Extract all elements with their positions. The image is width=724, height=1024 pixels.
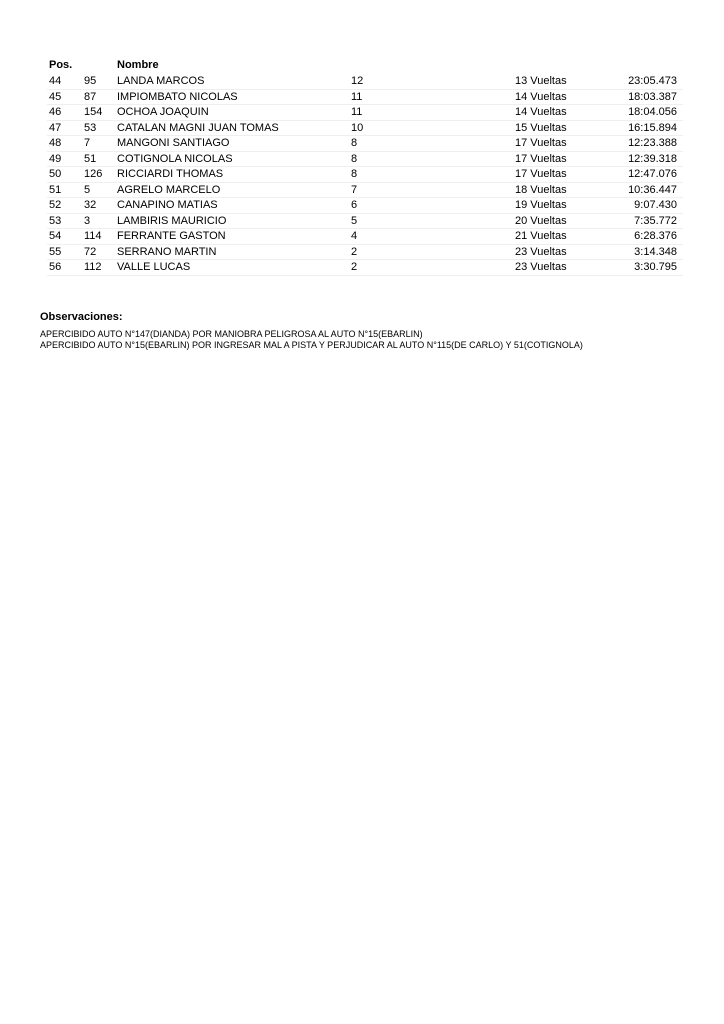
row-name: CANAPINO MATIAS bbox=[117, 199, 218, 211]
row-time: 18:04.056 bbox=[628, 106, 677, 118]
row-value: 7 bbox=[351, 183, 358, 196]
row-laps: 23 Vueltas bbox=[515, 245, 567, 258]
observations-title: Observaciones: bbox=[40, 311, 123, 323]
table-row bbox=[47, 214, 683, 230]
row-pos: 55 bbox=[49, 245, 62, 258]
row-pos: 46 bbox=[49, 106, 62, 118]
row-pos: 47 bbox=[49, 121, 62, 134]
observations-section bbox=[40, 311, 700, 351]
table-row bbox=[47, 245, 683, 261]
row-number: 32 bbox=[84, 199, 97, 211]
table-row bbox=[47, 167, 683, 183]
row-pos: 51 bbox=[49, 183, 62, 196]
row-value: 8 bbox=[351, 152, 358, 165]
table-row bbox=[47, 74, 683, 90]
header-name: Nombre bbox=[117, 59, 159, 71]
row-value: 5 bbox=[351, 214, 358, 227]
row-number: 112 bbox=[84, 261, 102, 273]
row-number: 51 bbox=[84, 152, 97, 165]
table-row bbox=[47, 183, 683, 199]
row-number: 3 bbox=[84, 214, 91, 227]
table-row bbox=[47, 260, 683, 276]
row-value: 2 bbox=[351, 245, 358, 258]
row-name: LAMBIRIS MAURICIO bbox=[117, 214, 227, 227]
row-name: SERRANO MARTIN bbox=[117, 245, 217, 258]
row-laps: 21 Vueltas bbox=[515, 230, 567, 242]
row-time: 12:47.076 bbox=[628, 168, 677, 180]
row-number: 114 bbox=[84, 230, 102, 242]
row-value: 4 bbox=[351, 230, 358, 242]
results-table bbox=[47, 58, 683, 276]
row-time: 3:30.795 bbox=[634, 261, 677, 273]
row-laps: 17 Vueltas bbox=[515, 152, 567, 165]
row-number: 95 bbox=[84, 75, 97, 87]
row-name: COTIGNOLA NICOLAS bbox=[117, 152, 233, 165]
row-time: 6:28.376 bbox=[634, 230, 677, 242]
row-pos: 56 bbox=[49, 261, 62, 273]
row-time: 7:35.772 bbox=[634, 214, 677, 227]
table-row bbox=[47, 105, 683, 121]
row-value: 8 bbox=[351, 137, 358, 149]
row-laps: 17 Vueltas bbox=[515, 168, 567, 180]
table-row bbox=[47, 121, 683, 137]
row-laps: 18 Vueltas bbox=[515, 183, 567, 196]
row-name: IMPIOMBATO NICOLAS bbox=[117, 90, 238, 103]
row-name: LANDA MARCOS bbox=[117, 75, 205, 87]
row-pos: 52 bbox=[49, 199, 62, 211]
table-header bbox=[47, 58, 683, 74]
row-pos: 54 bbox=[49, 230, 62, 242]
table-row bbox=[47, 229, 683, 245]
row-value: 11 bbox=[351, 90, 363, 103]
row-time: 18:03.387 bbox=[628, 90, 677, 103]
row-name: FERRANTE GASTON bbox=[117, 230, 226, 242]
row-time: 12:39.318 bbox=[628, 152, 677, 165]
row-number: 87 bbox=[84, 90, 97, 103]
row-time: 10:36.447 bbox=[628, 183, 677, 196]
row-laps: 19 Vueltas bbox=[515, 199, 567, 211]
row-value: 12 bbox=[351, 75, 364, 87]
row-time: 3:14.348 bbox=[634, 245, 677, 258]
row-time: 23:05.473 bbox=[628, 75, 677, 87]
row-pos: 48 bbox=[49, 137, 62, 149]
row-laps: 15 Vueltas bbox=[515, 121, 567, 134]
observation-line: APERCIBIDO AUTO N°147(DIANDA) POR MANIOBRA PELIGROSA AL AUTO N°15(EBARLIN) bbox=[40, 329, 423, 339]
row-pos: 49 bbox=[49, 152, 62, 165]
row-pos: 45 bbox=[49, 90, 62, 103]
row-pos: 50 bbox=[49, 168, 62, 180]
row-laps: 14 Vueltas bbox=[515, 106, 567, 118]
row-number: 53 bbox=[84, 121, 97, 134]
row-number: 154 bbox=[84, 106, 103, 118]
row-name: CATALAN MAGNI JUAN TOMAS bbox=[117, 121, 279, 134]
header-pos: Pos. bbox=[49, 59, 73, 71]
row-time: 12:23.388 bbox=[628, 137, 677, 149]
row-value: 6 bbox=[351, 199, 358, 211]
row-value: 11 bbox=[351, 106, 363, 118]
row-value: 10 bbox=[351, 121, 364, 134]
table-row bbox=[47, 90, 683, 106]
table-row bbox=[47, 136, 683, 152]
row-laps: 20 Vueltas bbox=[515, 214, 567, 227]
table-row bbox=[47, 198, 683, 214]
row-name: RICCIARDI THOMAS bbox=[117, 168, 224, 180]
row-number: 5 bbox=[84, 183, 91, 196]
row-pos: 44 bbox=[49, 75, 62, 87]
row-value: 8 bbox=[351, 168, 358, 180]
row-value: 2 bbox=[351, 261, 358, 273]
table-row bbox=[47, 152, 683, 168]
row-name: OCHOA JOAQUIN bbox=[117, 106, 209, 118]
observations-list bbox=[40, 329, 700, 351]
row-name: AGRELO MARCELO bbox=[117, 183, 221, 196]
row-time: 9:07.430 bbox=[634, 199, 677, 211]
row-laps: 23 Vueltas bbox=[515, 261, 567, 273]
row-number: 7 bbox=[84, 137, 91, 149]
row-laps: 14 Vueltas bbox=[515, 90, 567, 103]
row-pos: 53 bbox=[49, 214, 62, 227]
row-name: VALLE LUCAS bbox=[117, 261, 191, 273]
row-laps: 13 Vueltas bbox=[515, 75, 567, 87]
row-time: 16:15.894 bbox=[628, 121, 677, 134]
table-body bbox=[47, 74, 683, 276]
row-number: 126 bbox=[84, 168, 103, 180]
row-laps: 17 Vueltas bbox=[515, 137, 567, 149]
observation-line: APERCIBIDO AUTO N°15(EBARLIN) POR INGRESAR MAL A PISTA Y PERJUDICAR AL AUTO N°115(DE CARLO) Y 51(COTIGNOLA) bbox=[40, 340, 583, 350]
row-name: MANGONI SANTIAGO bbox=[117, 137, 230, 149]
row-number: 72 bbox=[84, 245, 97, 258]
